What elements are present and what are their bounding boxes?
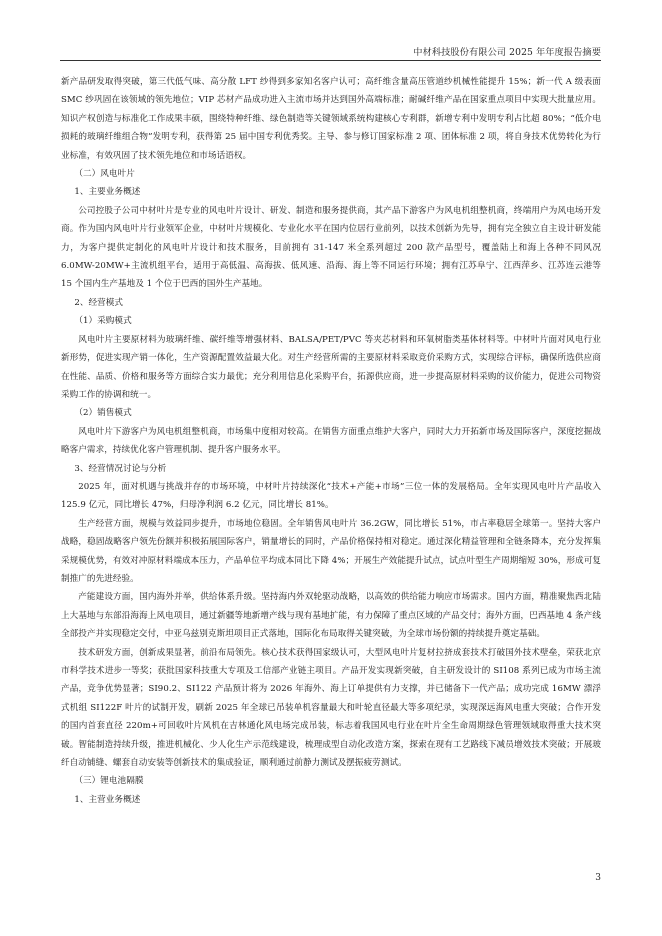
paragraph-wind-production: 生产经营方面，规模与效益同步提升，市场地位稳固。全年销售风电叶片 36.2GW，同比增长 51%，市占率稳居全球第一。坚持大客户战略，稳固战略客户领先份额并积极拓展国际客户，销量增长的同时，产品价格保持相对稳定。通过深化精益管理和全链条降本，充分发挥集采规模优势，有效对冲原材料端成本压力，产品单位平均成本同比下降 4%；开展生产效能提升试点，试点叶型生产周期缩短 30%，形成可复制推广的先进经验。 <box>61 518 601 584</box>
paragraph-wind-overview: 公司控股子公司中材叶片是专业的风电叶片设计、研发、制造和服务提供商，其产品下游客户为风电机组整机商，终端用户为风电场开发商。作为国内风电叶片行业领军企业，中材叶片规模化、专业化水平在国内位居行业前列，以技术创新为先导，拥有完全独立自主设计研发能力，为客户提供定制化的风电叶片设计和技术服务，目前拥有 31-147 米全系列超过 200 款产品型号，覆盖陆上和海上各种不同风况 6.0MW-20MW+主流机组平台，适用于高低温、高海拔、低风速、沿海、海上等不同运行环境；拥有江苏阜宁、江西萍乡、江苏连云港等 15 个国内生产基地及 1 个位于巴西的国外生产基地。 <box>61 205 601 290</box>
paragraph-wind-2025-results: 2025 年，面对机遇与挑战并存的市场环境，中材叶片持续深化“技术+产能+市场”三位一体的发展格局。全年实现风电叶片产品收入 125.9 亿元，同比增长 47%，归母净利润 6.2 亿元，同比增长 81%。 <box>61 481 601 511</box>
subheading-wind-operation-mode: 2、经营模式 <box>74 297 124 308</box>
subheading-operation-analysis: 3、经营情况讨论与分析 <box>74 463 167 474</box>
subheading-wind-business-overview: 1、主要业务概述 <box>74 187 141 198</box>
paragraph-wind-technology: 技术研发方面，创新成果显著，前沿布局领先。核心技术获得国家级认可，大型风电叶片复材拉挤成套技术打破国外技术壁垒，荣获北京市科学技术进步一等奖；获批国家科技重大专项及工信部产业链主项目。产品开发实现新突破，自主研发设计的 SI108 系列已成为市场主流产品，竞争优势显著；SI90.2、SI122 产品预计将为 2026 年海外、海上订单提供有力支撑，并已储备下一代产品；成功完成 16MW 漂浮式机组 SI122F 叶片的试制开发，刷新 2025 年全球已吊装单机容量最大和叶轮直径最大等多项纪录，实现深远海风电重大突破；合作开发的国内首套直径 220m+可回收叶片风机在吉林通化风电场完成吊装，标志着我国风电行业在叶片全生命周期绿色管理领域取得重大技术突破。智能制造持续升级，推进机械化、少人化生产示范线建设，梳理成型自动化改造方案，探索在现有工艺路线下减员增效技术突破；开展玻纤自动铺缝、螺套自动安装等创新技术的集成验证，顺利通过前静力测试及摆振疲劳测试。 <box>61 647 601 769</box>
paragraph-fiber-rd: 新产品研发取得突破，第三代低气味、高分散 LFT 纱得到多家知名客户认可；高纤维含量高压管道纱机械性能提升 15%；新一代 A 级表面 SMC 纱巩固在该领域的领先地位；VIP 芯材产品成功进入主流市场并达到国外高端标准；耐碱纤维产品在国家重点项目中实现大批量应用。知识产权创造与标准化工作成果丰硕，围绕特种纤维、绿色制造等关键领域系统构建核心专利群，新增专利中发明专利占比超 80%；“低介电损耗的玻璃纤维组合物”发明专利，获得第 25 届中国专利优秀奖。主导、参与修订国家标准 2 项、团体标准 2 项，将自身技术优势转化为行业标准，有效巩固了技术领先地位和市场话语权。 <box>61 77 601 161</box>
subheading-sales-mode: （2）销售模式 <box>74 408 132 419</box>
paragraph-sales-mode: 风电叶片下游客户为风电机组整机商，市场集中度相对较高。在销售方面重点维护大客户，同时大力开拓新市场及国际客户，深度挖掘战略客户需求，持续优化客户管理机制、提升客户服务水平。 <box>61 426 601 456</box>
header-divider <box>60 60 601 61</box>
subheading-battery-business-overview: 1、主营业务概述 <box>74 794 141 805</box>
paragraph-wind-capacity: 产能建设方面，国内海外并举，供给体系升级。坚持海内外双轮驱动战略，以高效的供给能力响应市场需求。国内方面，精准聚焦西北陆上大基地与东部沿海海上风电项目，通过新疆等地新增产线与现有基地扩能，有力保障了重点区域的产品交付；海外方面，巴西基地 4 条产线全部投产并实现稳定交付，中亚乌兹别克斯坦项目正式落地，国际化布局取得关键突破，为全球市场份额的持续提升奠定基础。 <box>61 592 601 640</box>
report-body <box>61 73 601 809</box>
report-header-title: 中材科技股份有限公司 2025 年年度报告摘要 <box>413 47 601 58</box>
page-number: 3 <box>595 873 601 883</box>
section-heading-wind-blade: （二）风电叶片 <box>74 169 135 180</box>
subheading-purchase-mode: （1）采购模式 <box>74 316 132 327</box>
section-heading-battery-separator: （三）锂电池隔膜 <box>74 776 144 787</box>
paragraph-purchase-mode: 风电叶片主要原材料为玻璃纤维、碳纤维等增强材料、BALSA/PET/PVC 等夹芯材料和环氧树脂类基体材料等。中材叶片面对风电行业新形势，促进实现产销一体化，生产资源配置效益最大化。对生产经营所需的主要原材料采取竞价采购方式，实现综合评标，确保所选供应商在性能、品质、价格和服务等方面综合实力最优；充分利用信息化采购平台，拓源供应商，进一步提高原材料采购的议价能力，促进公司物资采购工作的协调和统一。 <box>61 334 601 400</box>
